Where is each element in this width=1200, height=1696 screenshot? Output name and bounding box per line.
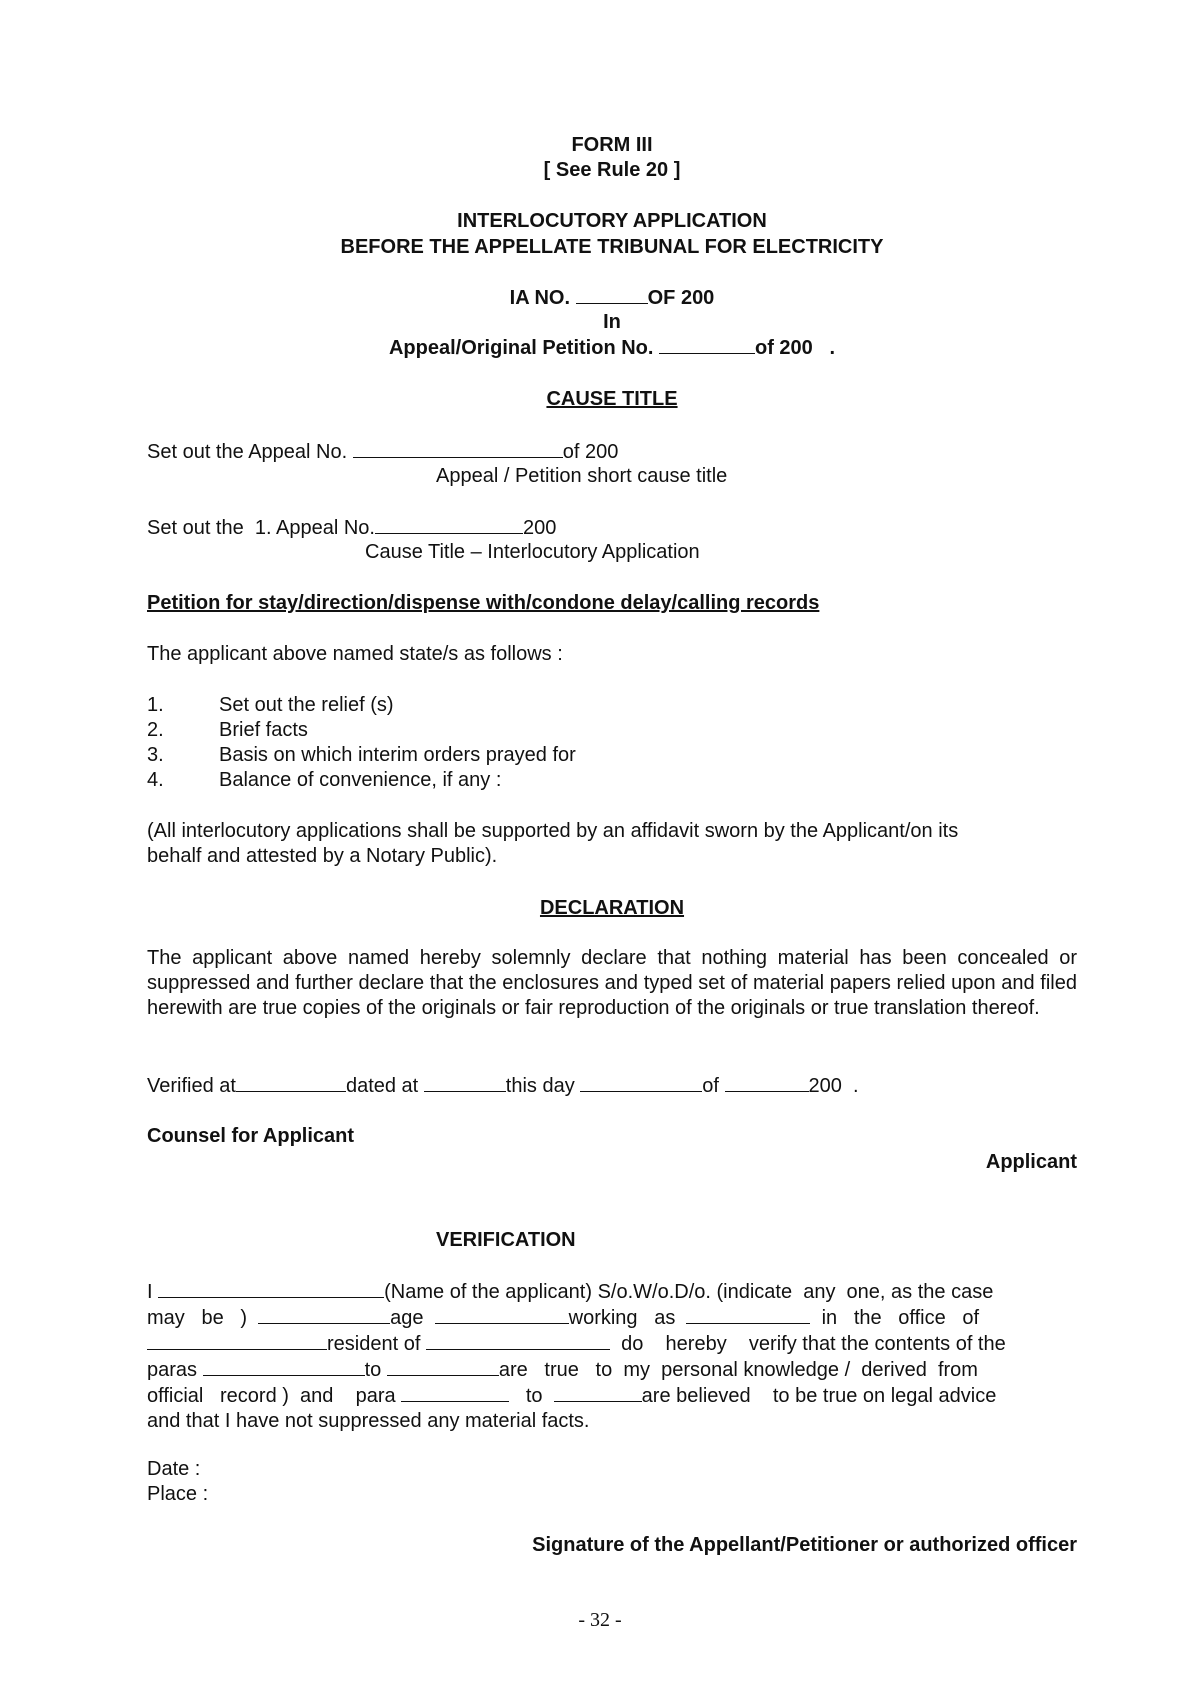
cause-line-2-subtitle: Cause Title – Interlocutory Application xyxy=(365,541,700,563)
list-item-text: Balance of convenience, if any : xyxy=(219,769,502,791)
verification-text: official record ) and para xyxy=(147,1385,402,1407)
working-as-blank xyxy=(686,1305,810,1324)
verification-text: may be ) xyxy=(147,1307,259,1329)
form-title: FORM III xyxy=(571,134,653,156)
petition-intro: The applicant above named state/s as follows : xyxy=(147,643,563,665)
verification-line-1 xyxy=(147,1279,1077,1305)
application-title: INTERLOCUTORY APPLICATION xyxy=(457,210,767,232)
rule-reference: [ See Rule 20 ] xyxy=(543,159,681,181)
cause-line-1-prefix: Set out the Appeal No. xyxy=(147,441,348,463)
petition-heading: Petition for stay/direction/dispense with/condone delay/calling records xyxy=(147,592,820,614)
declaration-heading: DECLARATION xyxy=(539,897,685,919)
office-blank xyxy=(147,1331,327,1350)
applicant-label: Applicant xyxy=(985,1151,1077,1173)
declaration-text: The applicant above named hereby solemnly declare that nothing material has been concealed or suppressed and further declare that the enclosures and typed set of material papers relied upon and filed herewith are true copies of the originals or fair reproduction of the originals or true translation thereof. xyxy=(147,947,1077,1019)
counsel-for-applicant: Counsel for Applicant xyxy=(147,1125,355,1147)
this-day-blank xyxy=(580,1073,702,1092)
dated-at-label: dated at xyxy=(345,1075,424,1097)
list-item-text: Brief facts xyxy=(219,719,308,741)
cause-line-1-blank xyxy=(353,439,563,458)
verification-text: paras xyxy=(147,1359,203,1381)
cause-line-2-blank xyxy=(375,515,523,534)
verification-body xyxy=(147,1279,1077,1434)
appeal-number-blank xyxy=(659,335,755,354)
year-label: 200 . xyxy=(808,1075,859,1097)
list-item xyxy=(147,693,1077,718)
signature-label: Signature of the Appellant/Petitioner or authorized officer xyxy=(532,1534,1077,1556)
cause-line-2-prefix: Set out the 1. Appeal No. xyxy=(147,517,375,539)
verification-text: working as xyxy=(568,1307,687,1329)
this-day-label: this day xyxy=(505,1075,581,1097)
verification-text: are believed to be true on legal advice xyxy=(641,1385,997,1407)
verification-text: I xyxy=(147,1281,159,1303)
ia-number-line xyxy=(147,285,1077,311)
verification-line-4 xyxy=(147,1357,1077,1383)
list-item-text: Set out the relief (s) xyxy=(219,694,394,716)
ia-number-suffix: OF 200 xyxy=(647,287,715,309)
verification-text: age xyxy=(390,1307,435,1329)
verification-text: do hereby verify that the contents of the xyxy=(609,1333,1006,1355)
list-item xyxy=(147,718,1077,743)
verified-at-blank xyxy=(236,1073,346,1092)
list-item-number: 1. xyxy=(147,694,164,716)
ia-number-prefix: IA NO. xyxy=(509,287,571,309)
verification-text: to xyxy=(509,1385,554,1407)
list-item-number: 4. xyxy=(147,769,164,791)
para-from-blank xyxy=(401,1383,509,1402)
verification-line-5 xyxy=(147,1383,1077,1409)
of-label: of xyxy=(702,1075,725,1097)
verification-text: are true to my personal knowledge / derived from xyxy=(498,1359,978,1381)
verification-text: to xyxy=(364,1359,387,1381)
affidavit-note-line-1: (All interlocutory applications shall be supported by an affidavit sworn by the Applicant/on its xyxy=(147,820,959,842)
verification-text: (Name of the applicant) S/o.W/o.D/o. (indicate any one, as the case xyxy=(384,1281,994,1303)
affidavit-note-line-2: behalf and attested by a Notary Public). xyxy=(147,845,498,867)
cause-line-1-subtitle: Appeal / Petition short cause title xyxy=(436,465,728,487)
appeal-number-line xyxy=(147,335,1077,361)
dated-at-blank xyxy=(424,1073,506,1092)
cause-title-heading: CAUSE TITLE xyxy=(546,388,678,410)
list-item-number: 2. xyxy=(147,719,164,741)
ia-number-blank xyxy=(576,285,648,304)
of-blank xyxy=(725,1073,809,1092)
date-label: Date : xyxy=(147,1458,201,1480)
cause-line-2 xyxy=(147,515,1077,541)
list-item-number: 3. xyxy=(147,744,164,766)
residence-blank xyxy=(426,1331,610,1350)
verification-text: resident of xyxy=(327,1333,426,1355)
age-blank xyxy=(435,1305,569,1324)
cause-line-1 xyxy=(147,439,1077,465)
verification-line-3 xyxy=(147,1331,1077,1357)
cause-line-2-suffix: 200 xyxy=(522,517,557,539)
paras-to-blank xyxy=(387,1357,499,1376)
appeal-number-prefix: Appeal/Original Petition No. xyxy=(388,337,654,359)
para-to-blank xyxy=(554,1383,642,1402)
tribunal-title: BEFORE THE APPELLATE TRIBUNAL FOR ELECTRICITY xyxy=(340,236,884,258)
verification-line-2 xyxy=(147,1305,1077,1331)
page-number: - 32 - xyxy=(578,1609,622,1631)
paras-from-blank xyxy=(203,1357,365,1376)
list-item xyxy=(147,743,1077,768)
verified-at-label: Verified at xyxy=(147,1075,236,1097)
verification-line-6: and that I have not suppressed any material facts. xyxy=(147,1410,590,1432)
list-item-text: Basis on which interim orders prayed for xyxy=(219,744,576,766)
verified-at-line xyxy=(147,1073,1077,1099)
place-label: Place : xyxy=(147,1483,209,1505)
in-word: In xyxy=(603,311,621,333)
appeal-number-suffix: of 200 . xyxy=(755,337,836,359)
cause-line-1-suffix: of 200 xyxy=(562,441,619,463)
verification-text: in the office of xyxy=(810,1307,980,1329)
parent-name-blank xyxy=(258,1305,390,1324)
list-item xyxy=(147,768,1077,793)
verification-heading: VERIFICATION xyxy=(436,1229,576,1251)
applicant-name-blank xyxy=(158,1279,384,1298)
